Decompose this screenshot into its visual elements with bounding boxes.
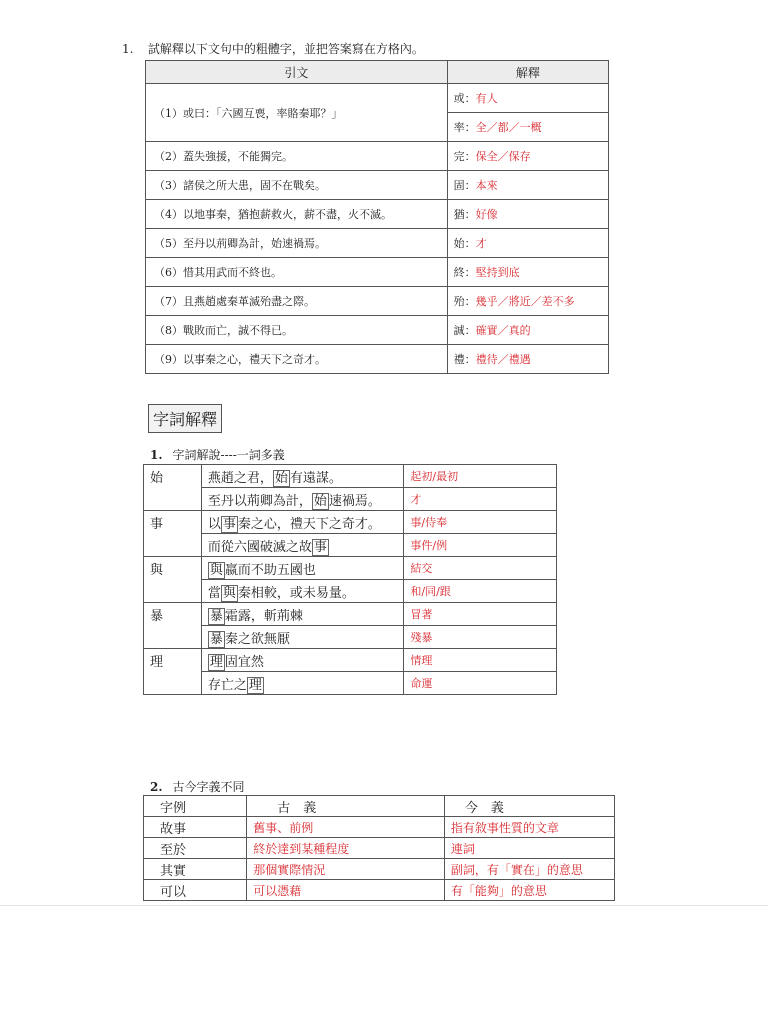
meaning-cell: 命運 — [404, 672, 557, 695]
meaning-cell: 和/同/跟 — [404, 580, 557, 603]
answer-cell — [447, 113, 608, 142]
answer-char: 誠： — [453, 324, 476, 337]
key-character: 理 — [248, 677, 262, 693]
answer-value: 全／都／一概 — [475, 121, 542, 134]
part-1-title — [150, 446, 285, 463]
table-header-row — [146, 61, 609, 84]
header-quote: 引文 — [146, 61, 448, 84]
example-text: 嬴而不助五國也 — [224, 562, 316, 578]
example-cell — [201, 557, 403, 580]
ancient-cell: 終於達到某種程度 — [247, 838, 445, 859]
answer-cell — [447, 171, 608, 200]
answer-value: 禮待／禮遇 — [475, 353, 531, 366]
word-cell: 始 — [144, 465, 202, 511]
modern-cell: 指有敘事性質的文章 — [444, 817, 614, 838]
part-title: 古今字義不同 — [172, 780, 245, 794]
quote-cell: （3）諸侯之所大患，固不在戰矣。 — [146, 171, 448, 200]
example-text: 秦之欲無厭 — [224, 631, 290, 647]
table-row — [146, 316, 609, 345]
example-cell — [201, 511, 403, 534]
example-cell — [201, 580, 403, 603]
example-cell — [201, 534, 403, 557]
example-text: 秦之心，禮天下之奇才。 — [237, 516, 381, 532]
key-character: 暴 — [209, 631, 223, 647]
meaning-cell: 冒著 — [404, 603, 557, 626]
key-character: 理 — [209, 654, 223, 670]
answer-cell — [447, 258, 608, 287]
answer-char: 猶： — [453, 208, 476, 221]
example-text: 秦相較，或未易量。 — [237, 585, 355, 601]
table-row — [144, 672, 557, 695]
part-number: 2. — [150, 780, 163, 794]
answer-value: 才 — [475, 237, 487, 250]
modern-cell: 副詞，有「實在」的意思 — [444, 859, 614, 880]
ancient-cell: 舊事、前例 — [247, 817, 445, 838]
answer-value: 有人 — [475, 92, 498, 105]
section-heading: 字詞解釋 — [148, 404, 222, 433]
quote-cell: （7）且燕趙處秦革滅殆盡之際。 — [146, 287, 448, 316]
answer-cell — [447, 84, 608, 113]
answer-value: 本來 — [475, 179, 498, 192]
table-row — [144, 534, 557, 557]
answer-value: 堅持到底 — [475, 266, 520, 279]
meaning-cell: 殘暴 — [404, 626, 557, 649]
answer-cell — [447, 316, 608, 345]
table-row — [144, 649, 557, 672]
modern-cell: 連詞 — [444, 838, 614, 859]
answer-cell — [447, 200, 608, 229]
key-character: 暴 — [209, 608, 223, 624]
ancient-cell: 那個實際情況 — [247, 859, 445, 880]
answer-char: 殆： — [453, 295, 476, 308]
answer-char: 始： — [453, 237, 476, 250]
answer-cell — [447, 229, 608, 258]
ancient-cell: 可以憑藉 — [247, 880, 445, 901]
table-row — [146, 142, 609, 171]
example-text: 燕趙之君， — [207, 470, 273, 486]
part-2-title — [150, 778, 245, 795]
example-cell — [201, 649, 403, 672]
table-row — [144, 626, 557, 649]
table-row — [144, 859, 615, 880]
meaning-cell: 事件/例 — [404, 534, 557, 557]
key-character: 始 — [313, 493, 327, 509]
key-character: 始 — [274, 470, 288, 486]
answer-char: 完： — [453, 150, 476, 163]
table-row — [144, 880, 615, 901]
example-text: 以 — [207, 516, 221, 532]
example-cell — [201, 603, 403, 626]
table-row — [144, 511, 557, 534]
table-row — [146, 345, 609, 374]
key-character: 與 — [222, 585, 236, 601]
part-title: 字詞解說----一詞多義 — [172, 448, 285, 462]
word-cell: 暴 — [144, 603, 202, 649]
quote-cell: （4）以地事秦，猶抱薪救火，薪不盡，火不滅。 — [146, 200, 448, 229]
answer-value: 確實／真的 — [475, 324, 531, 337]
quote-cell: （2）蓋失強援，不能獨完。 — [146, 142, 448, 171]
example-text: 存亡之 — [207, 677, 247, 693]
example-text: 有遠謀。 — [289, 470, 342, 486]
table-row — [144, 603, 557, 626]
quote-cell: （9）以事秦之心，禮天下之奇才。 — [146, 345, 448, 374]
modern-cell: 有「能夠」的意思 — [444, 880, 614, 901]
polysemy-table — [143, 464, 557, 695]
answer-cell — [447, 287, 608, 316]
quote-cell: （1）或曰：「六國互喪，率賂秦耶？」 — [146, 84, 448, 142]
answer-cell — [447, 345, 608, 374]
word-cell: 理 — [144, 649, 202, 695]
key-character: 事 — [222, 516, 236, 532]
table-row — [144, 817, 615, 838]
table-row — [144, 557, 557, 580]
example-text: 霜露，斬荊棘 — [224, 608, 303, 624]
word-cell: 與 — [144, 557, 202, 603]
table-row — [144, 580, 557, 603]
example-cell — [201, 488, 403, 511]
meaning-cell: 事/侍奉 — [404, 511, 557, 534]
answer-char: 率： — [453, 121, 476, 134]
table-row — [146, 229, 609, 258]
table-row — [144, 488, 557, 511]
header-modern: 今 義 — [444, 796, 614, 817]
header-ancient: 古 義 — [247, 796, 445, 817]
word-cell: 可以 — [144, 880, 247, 901]
example-text: 當 — [207, 585, 221, 601]
answer-cell — [447, 142, 608, 171]
table-row — [146, 171, 609, 200]
meaning-cell: 情理 — [404, 649, 557, 672]
example-text: 固宜然 — [224, 654, 264, 670]
answer-char: 固： — [453, 179, 476, 192]
example-cell — [201, 672, 403, 695]
header-word: 字例 — [144, 796, 247, 817]
table-row — [146, 287, 609, 316]
meaning-cell: 才 — [404, 488, 557, 511]
answer-value: 幾乎／將近／差不多 — [475, 295, 575, 308]
answer-char: 或： — [453, 92, 476, 105]
explanation-table — [145, 60, 609, 374]
answer-value: 好像 — [475, 208, 498, 221]
header-answer: 解釋 — [447, 61, 608, 84]
example-text: 至丹以荊卿為計， — [207, 493, 312, 509]
page-divider — [0, 905, 768, 906]
table-row — [146, 258, 609, 287]
table-header-row — [144, 796, 615, 817]
part-number: 1. — [150, 448, 163, 462]
ancient-modern-table — [143, 795, 615, 901]
table-row — [146, 84, 609, 113]
answer-char: 終： — [453, 266, 476, 279]
table-row — [144, 465, 557, 488]
quote-cell: （8）戰敗而亡，誠不得已。 — [146, 316, 448, 345]
quote-cell: （5）至丹以荊卿為計，始速禍焉。 — [146, 229, 448, 258]
example-text: 而從六國破滅之故 — [207, 539, 312, 555]
example-cell — [201, 626, 403, 649]
example-text: 速禍焉。 — [328, 493, 381, 509]
question-instruction: 試解釋以下文句中的粗體字，並把答案寫在方格內。 — [147, 42, 424, 56]
answer-char: 禮： — [453, 353, 476, 366]
key-character: 與 — [209, 562, 223, 578]
key-character: 事 — [313, 539, 327, 555]
quote-cell: （6）惜其用武而不終也。 — [146, 258, 448, 287]
example-cell — [201, 465, 403, 488]
word-cell: 故事 — [144, 817, 247, 838]
word-cell: 至於 — [144, 838, 247, 859]
question-number: 1. — [122, 42, 134, 56]
meaning-cell: 結交 — [404, 557, 557, 580]
word-cell: 其實 — [144, 859, 247, 880]
table-row — [144, 838, 615, 859]
answer-value: 保全／保存 — [475, 150, 531, 163]
table-row — [146, 200, 609, 229]
meaning-cell: 起初/最初 — [404, 465, 557, 488]
question-1-title — [122, 40, 424, 57]
word-cell: 事 — [144, 511, 202, 557]
